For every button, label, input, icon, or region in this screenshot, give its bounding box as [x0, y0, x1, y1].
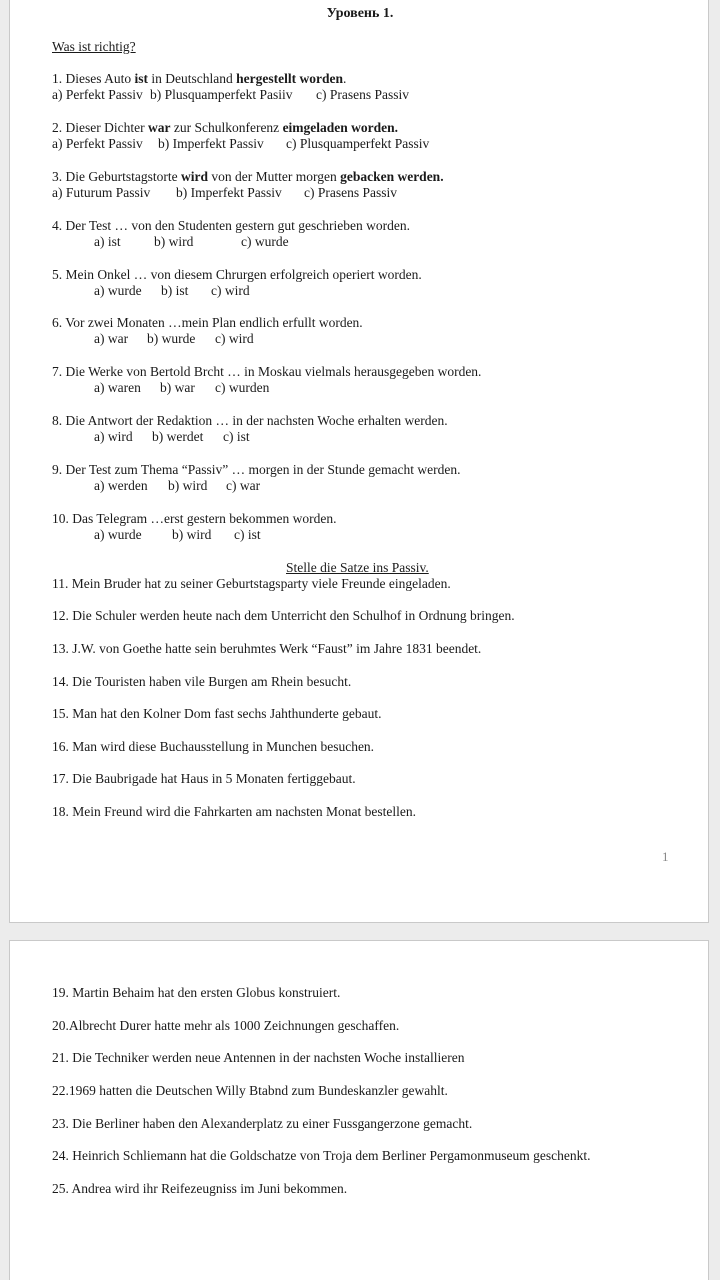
answer-option: b) Plusquamperfekt Pasiiv	[150, 87, 293, 102]
question-10-answers	[94, 527, 261, 543]
sentence-15: 15. Man hat den Kolner Dom fast sechs Jahthunderte gebaut.	[52, 706, 382, 721]
answer-option: a) Perfekt Passiv	[52, 136, 143, 151]
answer-option: b) werdet	[152, 429, 204, 444]
sentence-12: 12. Die Schuler werden heute nach dem Unterricht den Schulhof in Ordnung bringen.	[52, 608, 515, 623]
sentence-20: 20.Albrecht Durer hatte mehr als 1000 Zeichnungen geschaffen.	[52, 1018, 400, 1033]
answer-option: b) ist	[161, 283, 189, 298]
question-10: 10. Das Telegram …erst gestern bekommen worden.	[52, 511, 337, 526]
question-6: 6. Vor zwei Monaten …mein Plan endlich erfullt worden.	[52, 315, 363, 330]
question-9: 9. Der Test zum Thema “Passiv” … morgen in der Stunde gemacht werden.	[52, 462, 461, 477]
answer-option: c) wird	[211, 283, 250, 298]
sentence-13: 13. J.W. von Goethe hatte sein beruhmtes Werk “Faust” im Jahre 1831 beendet.	[52, 641, 482, 656]
answer-option: a) ist	[94, 234, 121, 249]
question-4: 4. Der Test … von den Studenten gestern gut geschrieben worden.	[52, 218, 410, 233]
question-9-answers	[94, 478, 260, 494]
question-3: 3. Die Geburtstagstorte wird von der Mutter morgen gebacken werden.	[52, 169, 444, 184]
document-page-1	[9, 0, 709, 923]
question-6-answers	[94, 331, 254, 347]
answer-option: a) Perfekt Passiv	[52, 87, 143, 102]
sentence-24: 24. Heinrich Schliemann hat die Goldschatze von Troja dem Berliner Pergamonmuseum geschenkt.	[52, 1148, 591, 1163]
question-7: 7. Die Werke von Bertold Brcht … in Moskau vielmals herausgegeben worden.	[52, 364, 482, 379]
answer-option: a) war	[94, 331, 129, 346]
answer-option: c) Plusquamperfekt Passiv	[286, 136, 430, 151]
section-heading-passive: Stelle die Satze ins Passiv.	[286, 560, 429, 575]
answer-option: c) war	[226, 478, 261, 493]
answer-option: a) werden	[94, 478, 148, 493]
answer-option: a) wurde	[94, 527, 142, 542]
question-5-answers	[94, 283, 250, 299]
question-3-answers	[52, 185, 397, 201]
page-number: 1	[662, 849, 669, 864]
answer-option: a) waren	[94, 380, 141, 395]
question-5: 5. Mein Onkel … von diesem Chrurgen erfolgreich operiert worden.	[52, 267, 422, 282]
answer-option: a) wurde	[94, 283, 142, 298]
section-heading-multiple-choice: Was ist richtig?	[52, 39, 136, 54]
sentence-25: 25. Andrea wird ihr Reifezeugniss im Juni bekommen.	[52, 1181, 348, 1196]
question-8: 8. Die Antwort der Redaktion … in der nachsten Woche erhalten werden.	[52, 413, 448, 428]
answer-option: a) Futurum Passiv	[52, 185, 151, 200]
sentence-14: 14. Die Touristen haben vile Burgen am Rhein besucht.	[52, 674, 352, 689]
sentence-18: 18. Mein Freund wird die Fahrkarten am nachsten Monat bestellen.	[52, 804, 417, 819]
answer-option: c) ist	[234, 527, 261, 542]
sentence-22: 22.1969 hatten die Deutschen Willy Btabnd zum Bundeskanzler gewahlt.	[52, 1083, 448, 1098]
sentence-21: 21. Die Techniker werden neue Antennen in der nachsten Woche installieren	[52, 1050, 465, 1065]
question-4-answers	[94, 234, 289, 250]
question-1-answers	[52, 87, 409, 103]
question-8-answers	[94, 429, 250, 445]
question-2: 2. Dieser Dichter war zur Schulkonferenz eimgeladen worden.	[52, 120, 399, 135]
sentence-16: 16. Man wird diese Buchausstellung in Munchen besuchen.	[52, 739, 375, 754]
answer-option: b) Imperfekt Passiv	[158, 136, 264, 151]
sentence-23: 23. Die Berliner haben den Alexanderplatz zu einer Fussgangerzone gemacht.	[52, 1116, 473, 1131]
sentence-17: 17. Die Baubrigade hat Haus in 5 Monaten fertiggebaut.	[52, 771, 356, 786]
page-title: Уровень 1.	[326, 6, 394, 21]
answer-option: c) wurden	[215, 380, 270, 395]
question-1: 1. Dieses Auto ist in Deutschland hergestellt worden.	[52, 71, 347, 86]
answer-option: b) wird	[172, 527, 212, 542]
question-2-answers	[52, 136, 429, 152]
sentence-19: 19. Martin Behaim hat den ersten Globus konstruiert.	[52, 985, 341, 1000]
answer-option: b) war	[160, 380, 195, 395]
document-page-2	[9, 940, 709, 1280]
answer-option: a) wird	[94, 429, 133, 444]
sentence-11: 11. Mein Bruder hat zu seiner Geburtstagsparty viele Freunde eingeladen.	[52, 576, 451, 591]
answer-option: c) Prasens Passiv	[316, 87, 409, 102]
answer-option: c) ist	[223, 429, 250, 444]
answer-option: b) wurde	[147, 331, 196, 346]
answer-option: b) Imperfekt Passiv	[176, 185, 282, 200]
answer-option: b) wird	[154, 234, 194, 249]
answer-option: c) Prasens Passiv	[304, 185, 397, 200]
answer-option: c) wurde	[241, 234, 289, 249]
question-7-answers	[94, 380, 269, 396]
answer-option: c) wird	[215, 331, 254, 346]
answer-option: b) wird	[168, 478, 208, 493]
